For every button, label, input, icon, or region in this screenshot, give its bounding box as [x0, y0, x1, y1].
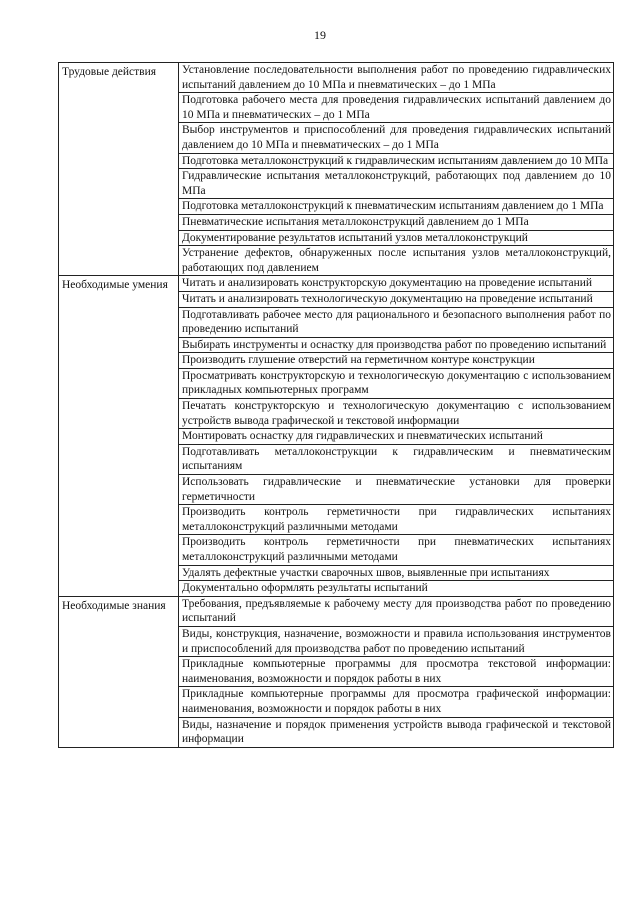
table-cell: Документирование результатов испытаний узлов металлоконструкций [179, 230, 614, 246]
table-cell: Просматривать конструкторскую и технологическую документацию с использованием прикладных компьютерных программ [179, 368, 614, 398]
table-cell: Гидравлические испытания металлоконструкций, работающих под давлением до 10 МПа [179, 169, 614, 199]
section-label-required-skills: Необходимые умения [59, 276, 179, 596]
table-row [59, 63, 614, 93]
table-cell: Устранение дефектов, обнаруженных после испытания узлов металлоконструкций, работающих под давлением [179, 246, 614, 276]
section-label-labor-actions: Трудовые действия [59, 63, 179, 276]
table-cell: Пневматические испытания металлоконструкций давлением до 1 МПа [179, 214, 614, 230]
table-row [59, 276, 614, 292]
table-cell: Прикладные компьютерные программы для просмотра текстовой информации: наименования, возможности и порядок работы в них [179, 657, 614, 687]
table-cell: Производить контроль герметичности при пневматических испытаниях металлоконструкций различными методами [179, 535, 614, 565]
table-cell: Выбирать инструменты и оснастку для производства работ по проведению испытаний [179, 337, 614, 353]
table-row [59, 596, 614, 626]
table-cell: Печатать конструкторскую и технологическую документацию с использованием устройств вывода графической и текстовой информации [179, 399, 614, 429]
table-cell: Читать и анализировать технологическую документацию на проведение испытаний [179, 291, 614, 307]
table-cell: Подготовка металлоконструкций к гидравлическим испытаниям давлением до 10 МПа [179, 153, 614, 169]
table-cell: Подготовка металлоконструкций к пневматическим испытаниям давлением до 1 МПа [179, 199, 614, 215]
table-cell: Требования, предъявляемые к рабочему месту для производства работ по проведению испытаний [179, 596, 614, 626]
table-cell: Читать и анализировать конструкторскую документацию на проведение испытаний [179, 276, 614, 292]
table-cell: Установление последовательности выполнения работ по проведению гидравлических испытаний давлением до 10 МПа и пневматических – до 1 МПа [179, 63, 614, 93]
table-cell: Удалять дефектные участки сварочных швов, выявленные при испытаниях [179, 565, 614, 581]
requirements-table [58, 62, 614, 748]
table-cell: Выбор инструментов и приспособлений для проведения гидравлических испытаний давлением до 10 МПа и пневматических – до 1 МПа [179, 123, 614, 153]
table-cell: Производить глушение отверстий на герметичном контуре конструкции [179, 353, 614, 369]
table-cell: Документально оформлять результаты испытаний [179, 581, 614, 597]
section-label-required-knowledge: Необходимые знания [59, 596, 179, 747]
table-cell: Монтировать оснастку для гидравлических и пневматических испытаний [179, 429, 614, 445]
table-cell: Виды, назначение и порядок применения устройств вывода графической и текстовой информации [179, 717, 614, 747]
table-cell: Использовать гидравлические и пневматические установки для проверки герметичности [179, 475, 614, 505]
table-cell: Подготовка рабочего места для проведения гидравлических испытаний давлением до 10 МПа и пневматических – до 1 МПа [179, 93, 614, 123]
table-cell: Прикладные компьютерные программы для просмотра графической информации: наименования, возможности и порядок работы в них [179, 687, 614, 717]
table-cell: Подготавливать рабочее место для рационального и безопасного выполнения работ по проведению испытаний [179, 307, 614, 337]
page-number: 19 [314, 28, 326, 42]
table-cell: Производить контроль герметичности при гидравлических испытаниях металлоконструкций различными методами [179, 505, 614, 535]
table-cell: Подготавливать металлоконструкции к гидравлическим и пневматическим испытаниям [179, 444, 614, 474]
table-cell: Виды, конструкция, назначение, возможности и правила использования инструментов и приспособлений для производства работ по проведению испытаний [179, 626, 614, 656]
